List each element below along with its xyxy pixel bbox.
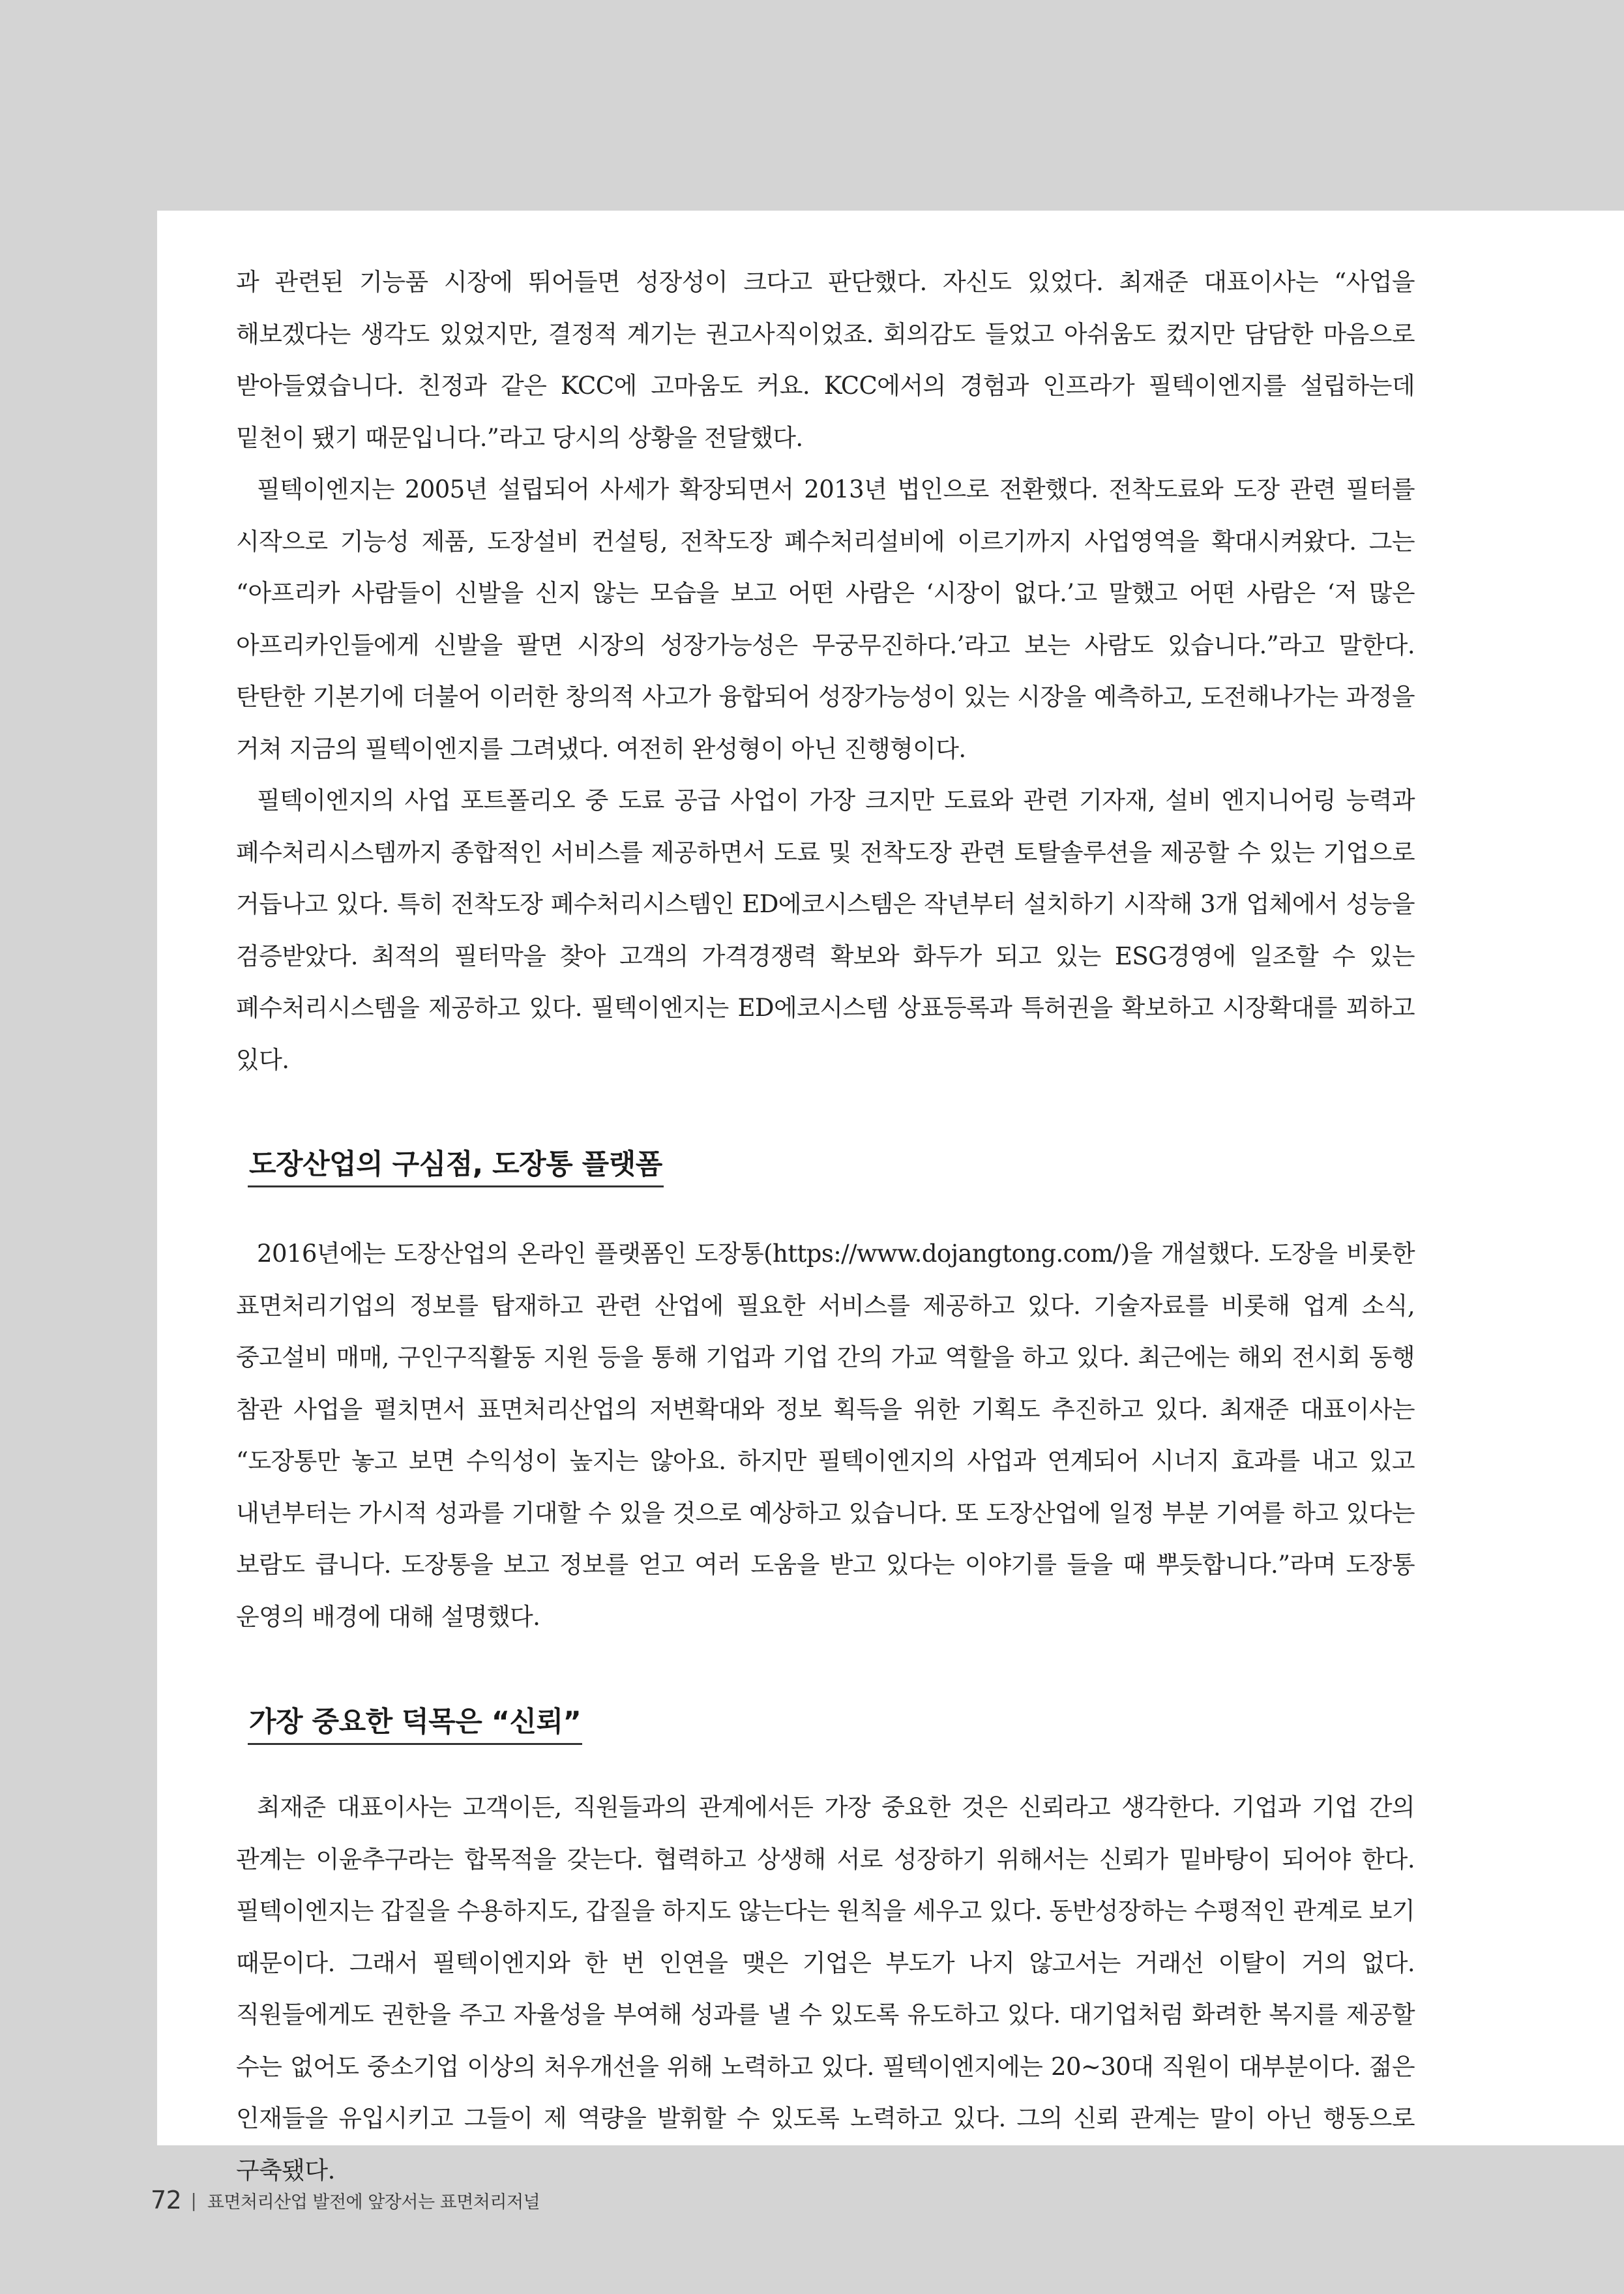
article-paragraph: 필텍이엔지의 사업 포트폴리오 중 도료 공급 사업이 가장 크지만 도료와 관련 기자재, 설비 엔지니어링 능력과 폐수처리시스템까지 종합적인 서비스를 제공하면서 도료 및 전착도장 관련 토탈솔루션을 제공할 수 있는 기업으로 거듭나고 있다. 특히 전착도장 폐수처리시스템인 ED에코시스템은 작년부터 설치하기 시작해 3개 업체에서 성능을 검증받았다. 최적의 필터막을 찾아 고객의 가격경쟁력 확보와 화두가 되고 있는 ESG경영에 일조할 수 있는 폐수처리시스템을 제공하고 있다. 필텍이엔지는 ED에코시스템 상표등록과 특허권을 확보하고 시장확대를 꾀하고 있다. <box>236 786 1415 1074</box>
page-footer <box>151 2182 540 2218</box>
section-heading-text: 가장 중요한 덕목은 “신뢰” <box>248 1705 582 1745</box>
page-number: 72 <box>151 2186 182 2214</box>
article-paragraph: 2016년에는 도장산업의 온라인 플랫폼인 도장통(https://www.dojangtong.com/)을 개설했다. 도장을 비롯한 표면처리기업의 정보를 탑재하고 관련 산업에 필요한 서비스를 제공하고 있다. 기술자료를 비롯해 업계 소식, 중고설비 매매, 구인구직활동 지원 등을 통해 기업과 기업 간의 가교 역할을 하고 있다. 최근에는 해외 전시회 동행 참관 사업을 펼치면서 표면처리산업의 저변확대와 정보 획득을 위한 기획도 추진하고 있다. 최재준 대표이사는 “도장통만 놓고 보면 수익성이 높지는 않아요. 하지만 필텍이엔지의 사업과 연계되어 시너지 효과를 내고 있고 내년부터는 가시적 성과를 기대할 수 있을 것으로 예상하고 있습니다. 또 도장산업에 일정 부분 기여를 하고 있다는 보람도 큽니다. 도장통을 보고 정보를 얻고 여러 도움을 받고 있다는 이야기를 들을 때 뿌듯합니다.”라며 도장통 운영의 배경에 대해 설명했다. <box>236 1240 1415 1631</box>
article-body <box>236 256 1415 2196</box>
article-paragraph: 필텍이엔지는 2005년 설립되어 사세가 확장되면서 2013년 법인으로 전환했다. 전착도료와 도장 관련 필터를 시작으로 기능성 제품, 도장설비 컨설팅, 전착도장 폐수처리설비에 이르기까지 사업영역을 확대시켜왔다. 그는 “아프리카 사람들이 신발을 신지 않는 모습을 보고 어떤 사람은 ‘시장이 없다.’고 말했고 어떤 사람은 ‘저 많은 아프리카인들에게 신발을 팔면 시장의 성장가능성은 무궁무진하다.’라고 보는 사람도 있습니다.”라고 말한다. 탄탄한 기본기에 더불어 이러한 창의적 사고가 융합되어 성장가능성이 있는 시장을 예측하고, 도전해나가는 과정을 거쳐 지금의 필텍이엔지를 그려냈다. 여전히 완성형이 아닌 진행형이다. <box>236 475 1415 763</box>
publication-title: 표면처리산업 발전에 앞장서는 표면처리저널 <box>207 2192 540 2212</box>
article-paragraph: 과 관련된 기능품 시장에 뛰어들면 성장성이 크다고 판단했다. 자신도 있었다. 최재준 대표이사는 “사업을 해보겠다는 생각도 있었지만, 결정적 계기는 권고사직이었죠. 회의감도 들었고 아쉬움도 컸지만 담담한 마음으로 받아들였습니다. 친정과 같은 KCC에 고마움도 커요. KCC에서의 경험과 인프라가 필텍이엔지를 설립하는데 밑천이 됐기 때문입니다.”라고 당시의 상황을 전달했다. <box>236 268 1415 452</box>
section-heading-text: 도장산업의 구심점, 도장통 플랫폼 <box>248 1148 664 1187</box>
page-card <box>157 211 1624 2184</box>
section-heading <box>236 1705 1415 1745</box>
footer-divider: | <box>190 2189 197 2211</box>
section-heading <box>236 1148 1415 1187</box>
article-paragraph: 최재준 대표이사는 고객이든, 직원들과의 관계에서든 가장 중요한 것은 신뢰라고 생각한다. 기업과 기업 간의 관계는 이윤추구라는 합목적을 갖는다. 협력하고 상생해 서로 성장하기 위해서는 신뢰가 밑바탕이 되어야 한다. 필텍이엔지는 갑질을 수용하지도, 갑질을 하지도 않는다는 원칙을 세우고 있다. 동반성장하는 수평적인 관계로 보기 때문이다. 그래서 필텍이엔지와 한 번 인연을 맺은 기업은 부도가 나지 않고서는 거래선 이탈이 거의 없다. 직원들에게도 권한을 주고 자율성을 부여해 성과를 낼 수 있도록 유도하고 있다. 대기업처럼 화려한 복지를 제공할 수는 없어도 중소기업 이상의 처우개선을 위해 노력하고 있다. 필텍이엔지에는 20~30대 직원이 대부분이다. 젊은 인재들을 유입시키고 그들이 제 역량을 발휘할 수 있도록 노력하고 있다. 그의 신뢰 관계는 말이 아닌 행동으로 구축됐다. <box>236 1793 1415 2184</box>
